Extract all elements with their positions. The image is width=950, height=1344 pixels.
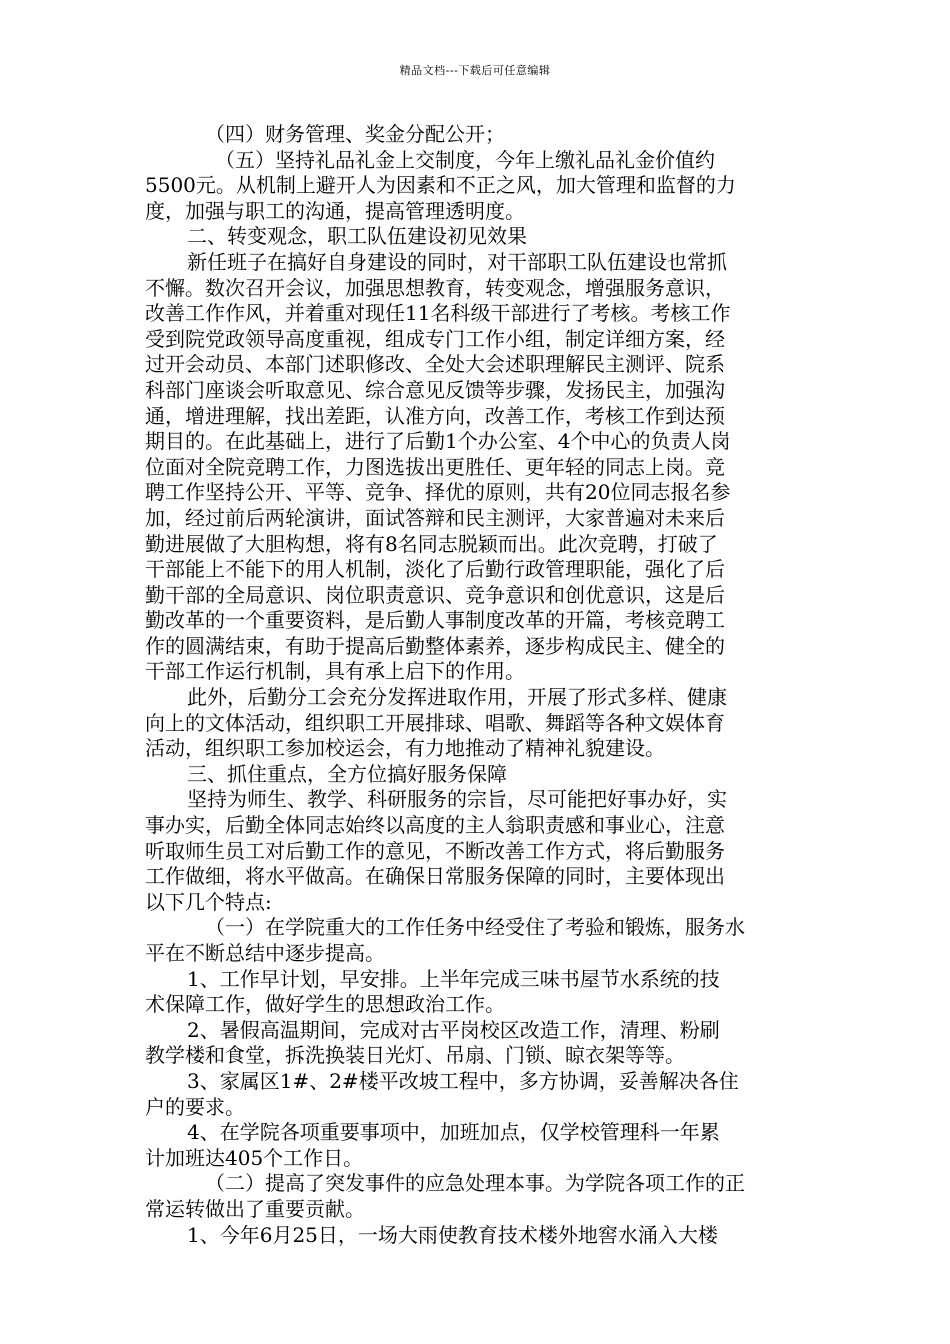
text-line: 术保障工作，做好学生的思想政治工作。 [145,992,505,1017]
text-line: 作的圆满结束，有助于提高后勤整体素养，逐步构成民主、健全的 [145,633,725,658]
section-heading: 二、转变观念，职工队伍建设初见效果 [187,224,527,249]
text-line: 常运转做出了重要贡献。 [145,1196,365,1221]
text-line: 事办实，后勤全体同志始终以高度的主人翁职责感和事业心，注意 [145,813,725,838]
text-line: 加，经过前后两轮演讲，面试答辩和民主测评，大家普遍对未来后 [145,505,725,530]
page-header: 精品文档---下载后可任意编辑 [399,64,551,77]
text-line: 听取师生员工对后勤工作的意见，不断改善工作方式，将后勤服务 [145,838,725,863]
text-line: 通，增进理解，找出差距，认准方向，改善工作，考核工作到达预 [145,403,725,428]
text-line: （一）在学院重大的工作任务中经受住了考验和锻炼，服务水 [205,915,745,940]
section-heading: 三、抓住重点，全方位搞好服务保障 [187,761,507,786]
text-line: 干部工作运行机制，具有承上启下的作用。 [145,659,525,684]
text-line: 5500元。从机制上避开人为因素和不正之风，加大管理和监督的力 [145,173,736,198]
text-line: 改善工作作风，并着重对现任11名科级干部进行了考核。考核工作 [145,301,731,326]
text-line: 4、在学院各项重要事项中，加班加点，仅学校管理科一年累 [187,1120,720,1145]
text-line: 新任班子在搞好自身建设的同时，对干部职工队伍建设也常抓 [187,249,727,274]
text-line: 受到院党政领导高度重视，组成专门工作小组，制定详细方案，经 [145,326,725,351]
text-line: 过开会动员、本部门述职修改、全处大会述职理解民主测评、院系 [145,352,725,377]
text-line: 以下几个特点: [145,889,272,914]
text-line: 此外，后勤分工会充分发挥进取作用，开展了形式多样、健康 [187,685,727,710]
text-line: 2、暑假高温期间，完成对古平岗校区改造工作，清理、粉刷 [187,1017,720,1042]
text-line: 户的要求。 [145,1094,245,1119]
text-line: 聘工作坚持公开、平等、竞争、择优的原则，共有20位同志报名参 [145,480,731,505]
text-line: （二）提高了突发事件的应急处理本事。为学院各项工作的正 [205,1171,745,1196]
text-line: （五）坚持礼品礼金上交制度，今年上缴礼品礼金价值约 [215,147,715,172]
text-line: 坚持为师生、教学、科研服务的宗旨，尽可能把好事办好，实 [187,787,727,812]
text-line: 干部能上不能下的用人机制，淡化了后勤行政管理职能，强化了后 [145,557,725,582]
text-line: 3、家属区1#、2#楼平改坡工程中，多方协调，妥善解决各住 [187,1068,739,1093]
text-line: 期目的。在此基础上，进行了后勤1个办公室、4个中心的负责人岗 [145,429,731,454]
text-line: 平在不断总结中逐步提高。 [145,941,385,965]
text-line: 活动，组织职工参加校运会，有力地推动了精神礼貌建设。 [145,736,665,761]
text-line: 工作做细，将水平做高。在确保日常服务保障的同时，主要体现出 [145,864,725,889]
text-line: （四）财务管理、奖金分配公开； [205,122,505,146]
text-line: 勤进展做了大胆构想，将有8名同志脱颖而出。此次竞聘，打破了 [145,531,718,556]
text-line: 计加班达405个工作日。 [145,1145,364,1170]
text-line: 向上的文体活动，组织职工开展排球、唱歌、舞蹈等各种文娱体育 [145,710,725,735]
text-line: 勤改革的一个重要资料，是后勤人事制度改革的开篇，考核竞聘工 [145,608,725,633]
text-line: 度，加强与职工的沟通，提高管理透明度。 [145,198,525,223]
text-line: 位面对全院竞聘工作，力图选拔出更胜任、更年轻的同志上岗。竞 [145,454,725,479]
text-line: 教学楼和食堂，拆洗换装日光灯、吊扇、门锁、晾衣架等等。 [145,1043,685,1068]
text-line: 勤干部的全局意识、岗位职责意识、竞争意识和创优意识，这是后 [145,582,725,607]
text-line: 1、工作早计划，早安排。上半年完成三味书屋节水系统的技 [187,966,720,991]
text-line: 1、今年6月25日，一场大雨使教育技术楼外地窖水涌入大楼 [187,1222,718,1247]
text-line: 科部门座谈会听取意见、综合意见反馈等步骤，发扬民主，加强沟 [145,377,725,402]
text-line: 不懈。数次召开会议，加强思想教育，转变观念，增强服务意识， [145,275,725,300]
document-body [145,122,801,1248]
